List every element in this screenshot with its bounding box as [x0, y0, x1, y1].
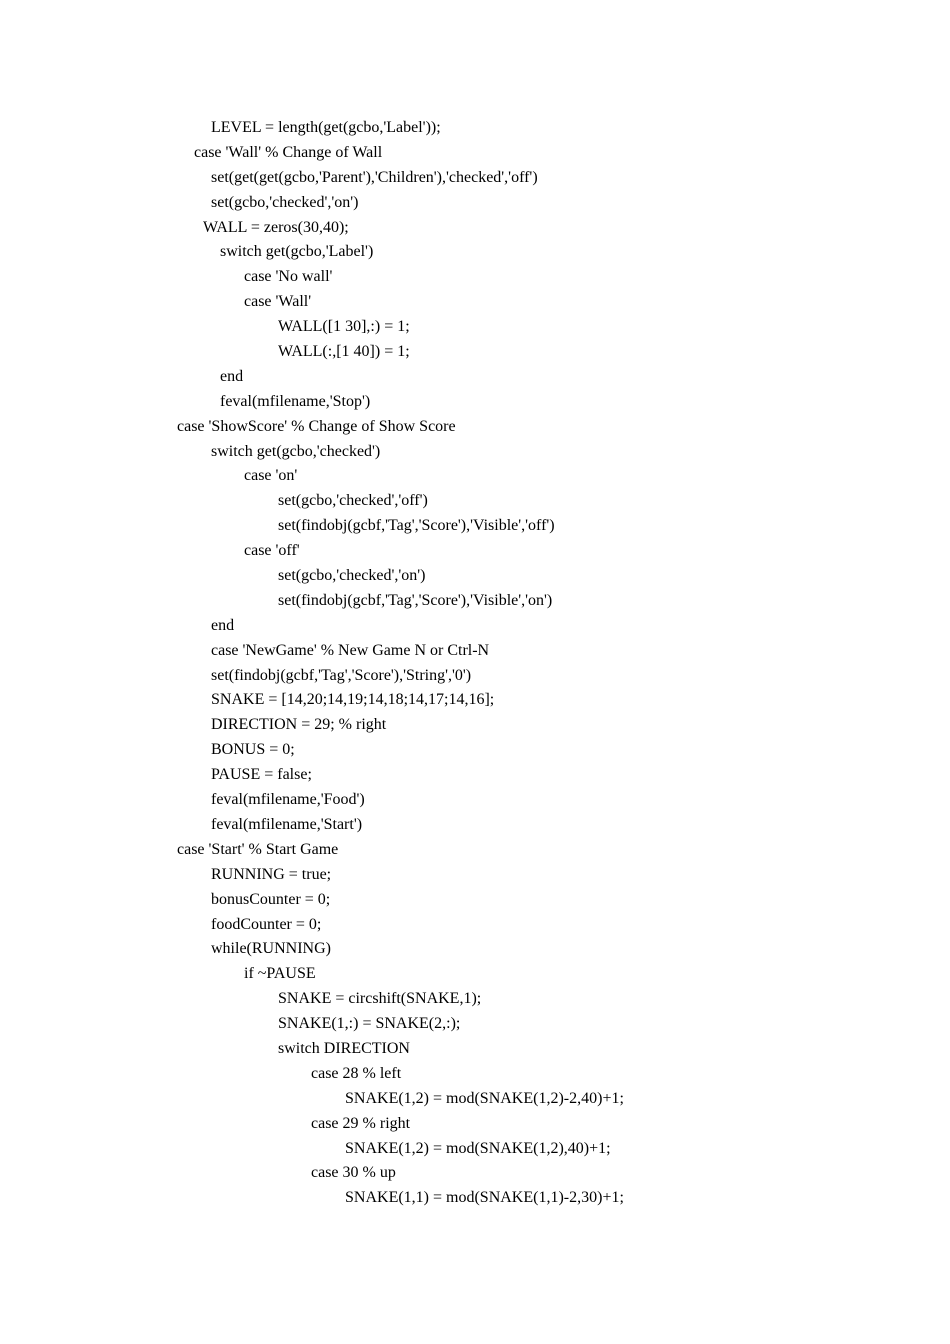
- code-text: case 'on': [244, 467, 298, 485]
- code-text: case 'NewGame' % New Game N or Ctrl-N: [211, 641, 490, 659]
- code-line: [0, 1012, 950, 1037]
- code-line: [0, 290, 950, 315]
- code-text: set(get(get(gcbo,'Parent'),'Children'),'checked','off'): [211, 168, 538, 186]
- code-text: DIRECTION = 29; % right: [211, 716, 387, 734]
- code-text: set(gcbo,'checked','off'): [278, 492, 428, 510]
- code-line: [0, 265, 950, 290]
- code-line: [0, 240, 950, 265]
- code-line: [0, 1062, 950, 1087]
- code-line: [0, 838, 950, 863]
- code-line: [0, 1137, 950, 1162]
- code-line: [0, 664, 950, 689]
- code-line: [0, 738, 950, 763]
- code-text: switch DIRECTION: [278, 1039, 410, 1057]
- code-line: [0, 216, 950, 241]
- code-text: SNAKE = circshift(SNAKE,1);: [278, 990, 482, 1008]
- code-text: case 'Wall': [244, 293, 312, 311]
- code-text: case 'off': [244, 542, 300, 560]
- code-line: [0, 713, 950, 738]
- code-text: foodCounter = 0;: [211, 915, 322, 933]
- code-text: feval(mfilename,'Start'): [211, 815, 363, 833]
- code-text: set(findobj(gcbf,'Tag','Score'),'Visible','off'): [278, 517, 555, 535]
- code-text: case 'No wall': [244, 268, 333, 286]
- code-line: [0, 390, 950, 415]
- code-text: if ~PAUSE: [244, 965, 316, 983]
- code-text: case 28 % left: [311, 1064, 402, 1082]
- code-line: [0, 1112, 950, 1137]
- code-text: LEVEL = length(get(gcbo,'Label'));: [211, 119, 441, 136]
- code-text: set(gcbo,'checked','on'): [278, 567, 426, 585]
- code-text: SNAKE(1,2) = mod(SNAKE(1,2),40)+1;: [345, 1139, 611, 1157]
- code-line: [0, 315, 950, 340]
- code-line: [0, 589, 950, 614]
- code-text: SNAKE(1,:) = SNAKE(2,:);: [278, 1015, 461, 1033]
- code-line: [0, 639, 950, 664]
- code-line: [0, 539, 950, 564]
- code-text: set(gcbo,'checked','on'): [211, 193, 359, 211]
- code-text: case 'ShowScore' % Change of Show Score: [177, 417, 456, 435]
- code-text: WALL = zeros(30,40);: [203, 218, 349, 236]
- code-line: [0, 813, 950, 838]
- code-text: WALL([1 30],:) = 1;: [278, 318, 410, 336]
- code-line: [0, 788, 950, 813]
- code-line: [0, 962, 950, 987]
- code-line: [0, 863, 950, 888]
- code-line: [0, 688, 950, 713]
- code-text: case 'Start' % Start Game: [177, 840, 339, 858]
- code-line: [0, 365, 950, 390]
- code-line: [0, 166, 950, 191]
- code-line: [0, 340, 950, 365]
- code-line: [0, 191, 950, 216]
- code-text: set(findobj(gcbf,'Tag','Score'),'Visible','on'): [278, 591, 553, 609]
- code-text: SNAKE = [14,20;14,19;14,18;14,17;14,16];: [211, 691, 495, 709]
- code-text: end: [211, 616, 235, 634]
- code-text: bonusCounter = 0;: [211, 890, 331, 908]
- code-text: set(findobj(gcbf,'Tag','Score'),'String','0'): [211, 666, 472, 684]
- code-line: [0, 514, 950, 539]
- code-text: switch get(gcbo,'Label'): [220, 243, 374, 261]
- code-line: [0, 116, 950, 141]
- code-listing: [0, 116, 950, 1211]
- code-text: switch get(gcbo,'checked'): [211, 442, 381, 460]
- code-line: [0, 1161, 950, 1186]
- code-text: BONUS = 0;: [211, 741, 295, 759]
- code-text: SNAKE(1,1) = mod(SNAKE(1,1)-2,30)+1;: [345, 1189, 624, 1207]
- code-line: [0, 763, 950, 788]
- code-line: [0, 415, 950, 440]
- code-line: [0, 141, 950, 166]
- code-text: feval(mfilename,'Stop'): [220, 392, 371, 410]
- code-text: case 29 % right: [311, 1114, 411, 1132]
- code-line: [0, 913, 950, 938]
- code-line: [0, 888, 950, 913]
- code-text: WALL(:,[1 40]) = 1;: [278, 343, 410, 361]
- code-text: while(RUNNING): [211, 940, 331, 958]
- code-line: [0, 987, 950, 1012]
- code-text: RUNNING = true;: [211, 865, 332, 883]
- code-text: feval(mfilename,'Food'): [211, 791, 365, 809]
- code-line: [0, 1186, 950, 1211]
- code-line: [0, 1087, 950, 1112]
- code-text: case 30 % up: [311, 1164, 396, 1182]
- code-line: [0, 937, 950, 962]
- code-line: [0, 1037, 950, 1062]
- code-line: [0, 564, 950, 589]
- code-line: [0, 614, 950, 639]
- code-line: [0, 440, 950, 465]
- code-line: [0, 464, 950, 489]
- code-text: PAUSE = false;: [211, 766, 312, 784]
- code-text: case 'Wall' % Change of Wall: [194, 143, 383, 161]
- code-line: [0, 489, 950, 514]
- code-text: SNAKE(1,2) = mod(SNAKE(1,2)-2,40)+1;: [345, 1089, 624, 1107]
- code-text: end: [220, 367, 244, 385]
